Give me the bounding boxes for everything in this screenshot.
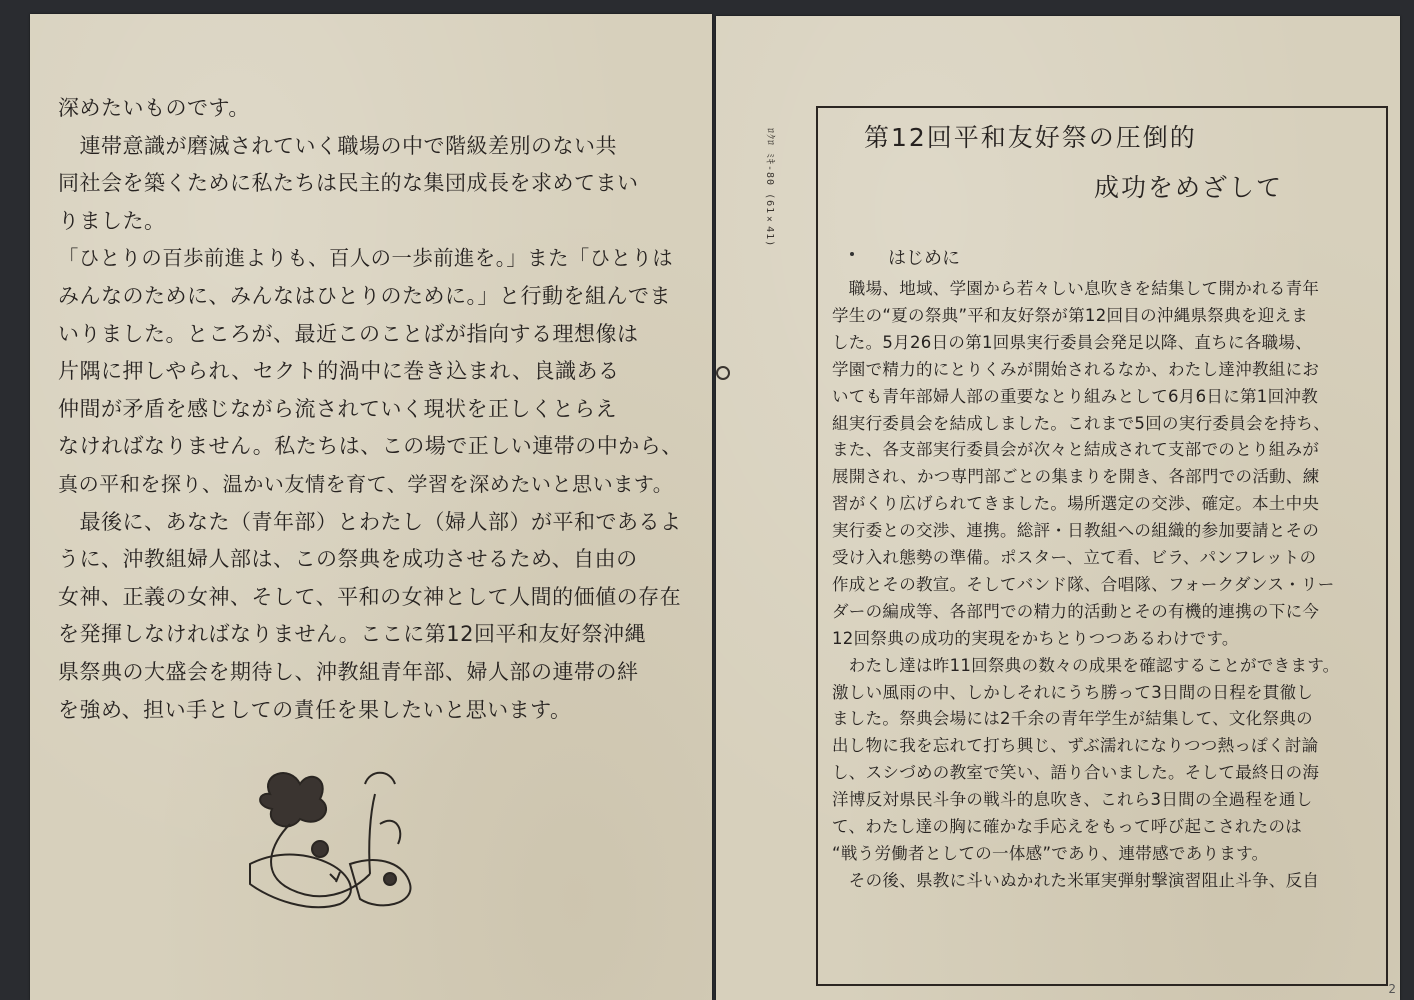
right-text-line: いても青年部婦人部の重要なとり組みとして6月6日に第1回沖教 — [832, 386, 1318, 406]
right-text-line: ました。祭典会場には2千余の青年学生が結集して、文化祭典の — [832, 709, 1313, 729]
right-text-line: した。5月26日の第1回県実行委員会発足以降、直ちに各職場、 — [832, 332, 1312, 352]
right-text-line: 激しい風雨の中、しかしそれにうち勝って3日間の日程を貫徹し — [832, 682, 1314, 702]
right-text-line: 受け入れ態勢の準備。ポスター、立て看、ビラ、パンフレットの — [832, 548, 1317, 567]
right-text-line: 職場、地域、学園から若々しい息吹きを結集して開かれる青年 — [832, 279, 1320, 298]
left-text-line: 同社会を築くために私たちは民主的な集団成長を求めてまい — [58, 171, 639, 196]
left-text-line: みんなのために、みんなはひとりのために。」と行動を組んでま — [58, 284, 671, 308]
right-text-line: て、わたし達の胸に確かな手応えをもって呼び起こされたのは — [832, 817, 1303, 836]
right-text-line: 出し物に我を忘れて打ち興じ、ずぶ濡れになりつつ熱っぽく討論 — [832, 736, 1319, 756]
left-text-line: うに、沖教組婦人部は、この祭典を成功させるため、自由の — [58, 547, 638, 572]
right-text-line: 12回祭典の成功的実現をかちとりつつあるわけです。 — [832, 628, 1239, 648]
left-text-line: いりました。ところが、最近このことばが指向する理想像は — [58, 321, 639, 346]
right-text-line: わたし達は昨11回祭典の数々の成果を確認することができます。 — [832, 655, 1340, 675]
left-text-line: 仲間が矛盾を感じながら流されていく現状を正しくとらえ — [58, 396, 617, 421]
right-text-line: 組実行委員会を結成しました。これまで5回の実行委員会を持ち、 — [832, 413, 1330, 433]
right-text-line: 学園で精力的にとりくみが開始されるなか、わたし達沖教組にお — [832, 359, 1320, 379]
left-text-line: 県祭典の大盛会を期待し、沖教組青年部、婦人部の連帯の絆 — [58, 660, 639, 684]
right-text-line: 学生の“夏の祭典”平和友好祭が第12回目の沖縄県祭典を迎えま — [832, 305, 1309, 325]
section-heading: はじめに — [888, 248, 960, 269]
right-text-line: ダーの編成等、各部門での精力的活動とその有機的連携の下に今 — [832, 601, 1320, 621]
left-text-line: りました。 — [58, 208, 166, 233]
left-text-line: 真の平和を探り、温かい友情を育て、学習を深めたいと思います。 — [58, 472, 674, 496]
left-text-line: 連帯意識が磨滅されていく職場の中で階級差別のない共 — [58, 133, 617, 158]
right-text-line: 習がくり広げられてきました。場所選定の交渉、確定。本土中央 — [832, 494, 1320, 514]
left-text-line: を発揮しなければなりません。ここに第12回平和友好祭沖縄 — [58, 622, 646, 647]
left-text-line: 深めたいものです。 — [58, 96, 250, 120]
right-text-line: 洋博反対県民斗争の戦斗的息吹き、これら3日間の全過程を通し — [832, 790, 1313, 810]
right-text-line: 展開され、かつ専門部ごとの集まりを開き、各部門での活動、練 — [832, 467, 1320, 487]
bullet-icon — [850, 252, 854, 256]
left-text-line: 最後に、あなた（青年部）とわたし（婦人部）が平和であるよ — [58, 509, 682, 534]
right-text-line: “戦う労働者としての一体感”であり、連帯感であります。 — [832, 843, 1269, 863]
right-text-line: また、各支部実行委員会が次々と結成されて支部でのとり組みが — [832, 440, 1320, 460]
binding-hole-icon — [716, 366, 730, 380]
flower-sketch-illustration — [230, 754, 460, 914]
page-number: 2 — [1388, 982, 1396, 996]
right-page — [716, 16, 1400, 1000]
left-page — [30, 14, 712, 1000]
left-text-line: 女神、正義の女神、そして、平和の女神として人間的価値の存在 — [58, 584, 682, 609]
left-text-line: 片隅に押しやられ、セクト的渦中に巻き込まれ、良識ある — [58, 359, 620, 384]
right-text-line: 作成とその教宣。そしてバンド隊、合唱隊、フォークダンス・リー — [832, 574, 1335, 594]
manuscript-paper-stamp: ﾛｸﾛ ﾐｷ-80 (61×41) — [764, 128, 775, 248]
left-text-line: 「ひとりの百歩前進よりも、百人の一歩前進を。」また「ひとりは — [58, 246, 674, 271]
right-text-line: 実行委との交渉、連携。総評・日教組への組織的参加要請とその — [832, 521, 1320, 541]
article-title-line-2: 成功をめざして — [1094, 173, 1284, 202]
right-text-line: その後、県教に斗いぬかれた米軍実弾射撃演習阻止斗争、反自 — [832, 870, 1320, 890]
left-text-line: を強め、担い手としての責任を果したいと思います。 — [58, 697, 572, 722]
right-text-line: し、スシづめの教室で笑い、語り合いました。そして最終日の海 — [832, 763, 1320, 783]
article-title-line-1: 第12回平和友好祭の圧倒的 — [864, 123, 1197, 152]
left-text-line: なければなりません。私たちは、この場で正しい連帯の中から、 — [58, 434, 683, 459]
